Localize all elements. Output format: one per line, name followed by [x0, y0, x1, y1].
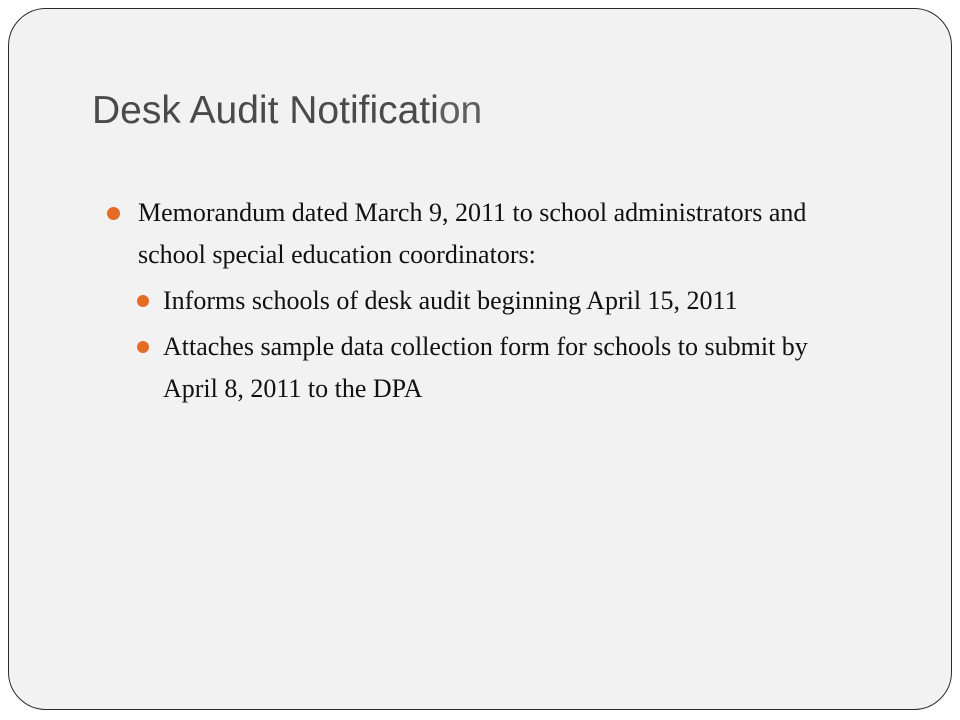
bullet-item	[105, 192, 875, 276]
slide-title-tail: on	[438, 89, 483, 132]
bullet-dot-icon	[137, 295, 149, 307]
slide-title	[92, 86, 482, 136]
sub-bullet-item-text: Informs schools of desk audit beginning April 15, 2011	[163, 286, 738, 315]
bullet-item-text: Memorandum dated March 9, 2011 to school administrators and school special education coordinators:	[138, 198, 807, 269]
slide-body	[105, 192, 875, 414]
bullet-dot-icon	[107, 207, 120, 220]
bullet-dot-icon	[137, 341, 149, 353]
sub-bullet-item	[133, 326, 875, 410]
slide-title-main: Desk Audit Notificati	[92, 89, 439, 132]
sub-bullet-item-text: Attaches sample data collection form for schools to submit by April 8, 2011 to the DPA	[163, 332, 808, 403]
sub-bullet-item	[133, 280, 875, 322]
